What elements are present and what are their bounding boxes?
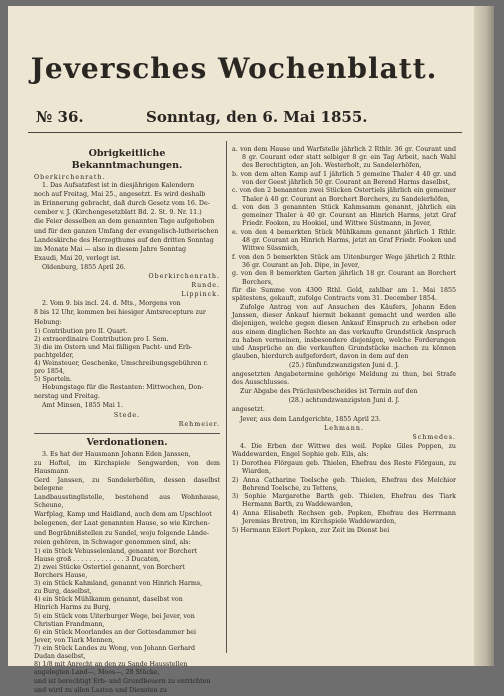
list-item: 5) Hermann Eilert Popken, zur Zeit im Dienst bei (232, 526, 390, 534)
list-item: 5) ein Stück vom Uiterburger Wege, bei Jever, von (34, 612, 195, 620)
list-item: f. von den 5 bemerkten Stück am Uitenburger Wege jährlich 2 Rthlr. 36 gr. Courant an Joh. Dipe, in Jever, (232, 253, 456, 269)
paragraph: 4. Die Erben der Wittwe des weil. Popke Giles Poppen, zu Waddewarden, Engel Sophie geb. Eils, als: (232, 442, 456, 458)
text-line: cember v. J. (Kirchengesetzblatt Bd. 2. St. 9. Nr. 11.) (34, 209, 202, 217)
list-item: 8) 1/8 mit Anrecht an den zu Sande Hausstellen (34, 661, 188, 669)
list-item: pachtgelder, (34, 351, 74, 359)
signature: Lehmann. (324, 424, 364, 432)
list-item: c. von den 2 benannten zwei Stücken Ostertiels jährlich ein gemeiner Thaler à 40 gr. Courant an Borchert Borchers, zu Sandelerhöfen, (232, 187, 456, 203)
paragraph: angesetzten Angabetermine gehörige Meldung zu thun, bei Strafe des Ausschlusses. (232, 371, 456, 387)
masthead-title: Jeversches Wochenblatt. (30, 52, 438, 85)
text-line: Exaudi, Mai 20, verlegt ist. (34, 254, 121, 262)
text-line: angelegten Land—, Moos—, 28 Stücke, (34, 669, 160, 677)
section-rule (34, 433, 220, 434)
list-item: g. von den 8 bemerkten Garten jährlich 18 gr. Courant an Borchert Borchers, (232, 270, 456, 286)
paragraph: Zur Abgabe des Präclusivbescheides ist Termin auf den (240, 388, 418, 396)
text-line: Oldenburg, 1855 April 26. (42, 263, 126, 271)
list-item: 3) die im Ostern und Mai fälligen Pacht- und Erb- (34, 343, 193, 351)
section-title-announcements: Obrigkeitliche Bekanntmachungen. (71, 148, 183, 171)
list-item: e. von den 4 bemerkten Stück Mühlkamm genannt jährlich 1 Rthlr. 48 gr. Courant an Hinrich Harms, jetzt an Graf Friedr. Fooken und Wittwe Süssmich, (232, 228, 456, 253)
text-line: 1. Das Aufsatzfest ist in diesjährigen Kalendern (42, 182, 195, 190)
text-line: im Monate Mai — also in diesem Jahre Sonntag (34, 245, 186, 253)
text-line: nerstag und Freitag. (34, 393, 100, 401)
section-subtitle: Oberkirchenrath. (34, 174, 106, 181)
signature: Schmedes. (412, 433, 456, 441)
dateline (28, 108, 462, 133)
text-line: 3. Es hat der Hausmann Johann Eden Janssen, (42, 450, 191, 458)
text-line: und Begräbnißstellen zu Sandel, woju folgende Lände- (34, 529, 209, 537)
text-line: Warfplag, Kamp und Haidland, auch dem am Upschloot (34, 511, 212, 519)
list-item: Hinrich Harms zu Burg, (34, 604, 111, 612)
right-column (232, 146, 456, 535)
signature: Oberkirchenrath. (148, 273, 220, 281)
list-item: a. von dem Hause und Warfstelle jährlich 2 Rthlr. 36 gr. Courant und 8 gr. Courant oder statt selbiger 8 gr. ein Tag Arbeit, nach Wahl des Berechtigten, an Joh. Westerholt, zu Sandelerhöfen, (232, 146, 456, 170)
text-line: in Erinnerung gebracht, daß durch Gesetz vom 16. De- (34, 200, 210, 208)
text-line: und für den ganzen Umfang der evangelisch-lutherischen (34, 227, 219, 235)
column-divider (226, 141, 227, 653)
list-item: 4) Anna Elisabeth Rechsen geb. Popken, Ehefrau des Herrmann Jeremias Bretren, im Kirchspiele Waddewarden, (232, 510, 456, 526)
text-line: Gerd Janssen, zu Sandelerhöfen, dessen daselbst belegene (34, 477, 220, 493)
paragraph: Zufolge Antrag von auf Ansuchen des Käufers, Johann Eden Janssen, dieser Ankauf hiermit bekannt gemacht und werden alle diejenigen, welche gegen diesen Ankauf Einspruch zu erheben oder aus einem dinglichen Rechte an das verkaufte Grundstück Anspruch zu haben vermeinen, insbesondere diejenigen, welche Forderungen und Ansprüche an die verkauften Grundstücke machen zu können glauben, hierdurch aufgefordert, davon in dem auf den (232, 304, 456, 360)
text-line: Hebungstage für die Restanten: Mittwochen, Don- (42, 384, 204, 392)
text-line: Landeskirche des Herzogthums auf den dritten Sonntag (34, 236, 214, 244)
list-item: 6) ein Stück Moorlandes an der Gottesdammer bei (34, 628, 197, 636)
date-line: (28.) achtundzwanzigsten Juni d. J. (288, 397, 400, 405)
list-item: 3) ein Stück Kahmland, genannt von Hinrich Harms, (34, 580, 203, 588)
left-column (34, 146, 220, 696)
issue-number: № 36. (36, 108, 84, 126)
text-line: und wird zu allen Lasten und Diensten zu (34, 687, 167, 695)
paragraph: angesetzt. (232, 406, 265, 414)
list-item: zu Burg, daselbst, (34, 588, 92, 596)
signature: Stede. (113, 411, 141, 419)
paragraph: für die Summe von 4300 Rthl. Gold, zahlbar am 1. Mai 1855 spätestens, gekauft, zufolge Contracts vom 31. December 1854. (232, 287, 456, 303)
issue-date: Sonntag, den 6. Mai 1855. (146, 108, 368, 126)
signature: Rehmeier. (178, 420, 220, 428)
date-line: (25.) fünfundzwanzigsten Juni d. J. (289, 361, 399, 369)
text-line: Amt Minsen, 1855 Mai 1. (42, 402, 123, 410)
text-line: die Feier desselben an dem genannten Tage aufgehoben (34, 218, 215, 226)
signature: Lippinck. (181, 291, 220, 299)
list-item: Christian Frandmann, (34, 620, 105, 628)
text-line: reien gehören, in Schwager genommen sind, als: (34, 538, 191, 546)
section-title-verdonationen: Verdonationen. (86, 436, 168, 448)
book-spine (474, 6, 494, 666)
list-item: b. von dem alten Kamp auf 1 jährlich 5 gemeine Thaler 4 40 gr. und von der Geest jährlich 50 gr. Courant an Berend Harms daselbst, (232, 170, 456, 186)
list-item: 4) ein Stück Mühlkamm genannt, daselbst von (34, 596, 183, 604)
list-item: 4) Weinsteuer, Geschenke, Umschreibungsgebühren r. (34, 359, 208, 367)
newspaper-page (8, 6, 494, 695)
list-item: 2) Anna Catharine Toelsche geb. Thielen, Ehefrau des Melchior Behrend Toelsche, zu Tettens, (232, 476, 456, 492)
list-item: Hause groß . . . . . . . . . . . . . 3 Ducaten, (34, 555, 161, 563)
text-line: Landbausstinglistelle, bestehend aus Wohnhause, Scheune, (34, 494, 220, 510)
text-line: noch auf Freitag, Mai 25., angesetzt. Es wird deshalb (34, 191, 206, 199)
text-line: zu Hoftel, im Kirchspiele Sengwarden, von dem Hausmann (34, 459, 220, 475)
list-item: 1) ein Stück Vehusselenland, genannt vor Borchert (34, 547, 198, 555)
list-item: 2) extraordinaire Contribution pro I. Sem. (34, 335, 169, 343)
list-item: 1) Dorothea Flörgaun geb. Thielen, Ehefrau des Reste Flörgaun, zu Wiarden, (232, 459, 456, 476)
signature: Runde. (191, 282, 220, 290)
text-line: Hebung: (34, 318, 62, 326)
list-item: Dudan daselbst, (34, 652, 86, 660)
list-item: 1) Contribution pro II. Quart. (34, 327, 128, 335)
list-item: Jever, von Tiark Mennen, (34, 636, 115, 644)
list-item: 5) Sporteln. (34, 376, 72, 384)
list-item: 2) zwei Stücke Ostertiel genannt, von Borchert (34, 563, 185, 571)
place-date: Jever, aus dem Landgerichte, 1855 April 23. (240, 415, 381, 423)
list-item: d. von den 3 genannten Stück Kahmsamm genannt, jährlich ein gemeiner Thaler à 40 gr. Courant an Hinrich Harms, jetzt Graf Friedr. Fooken, zu Hookiel, und Wittwe Süstmann, in Jever, (232, 204, 456, 228)
list-item: 3) Sophie Margarethe Barth geb. Thielen, Ehefrau des Tiark Hermann Barth, zu Waddewarden, (232, 493, 456, 509)
text-line: und ist berechtigt Erb- und Grundbeuern zu entrichten (34, 678, 211, 686)
text-line: 8 bis 12 Uhr, kommen bei hiesiger Amtsrecepture zur (34, 309, 206, 317)
list-item: Borchers Hause, (34, 572, 88, 580)
list-item: pro 1854, (34, 368, 65, 376)
list-item: 7) ein Stück Landes zu Wong, von Johann Gerhard (34, 644, 196, 652)
text-line: 2. Vom 9. bis incl. 24. d. Mts., Morgens von (42, 300, 181, 308)
text-line: belegenen, der Laat genannten Hause, so wie Kirchen- (34, 520, 210, 528)
